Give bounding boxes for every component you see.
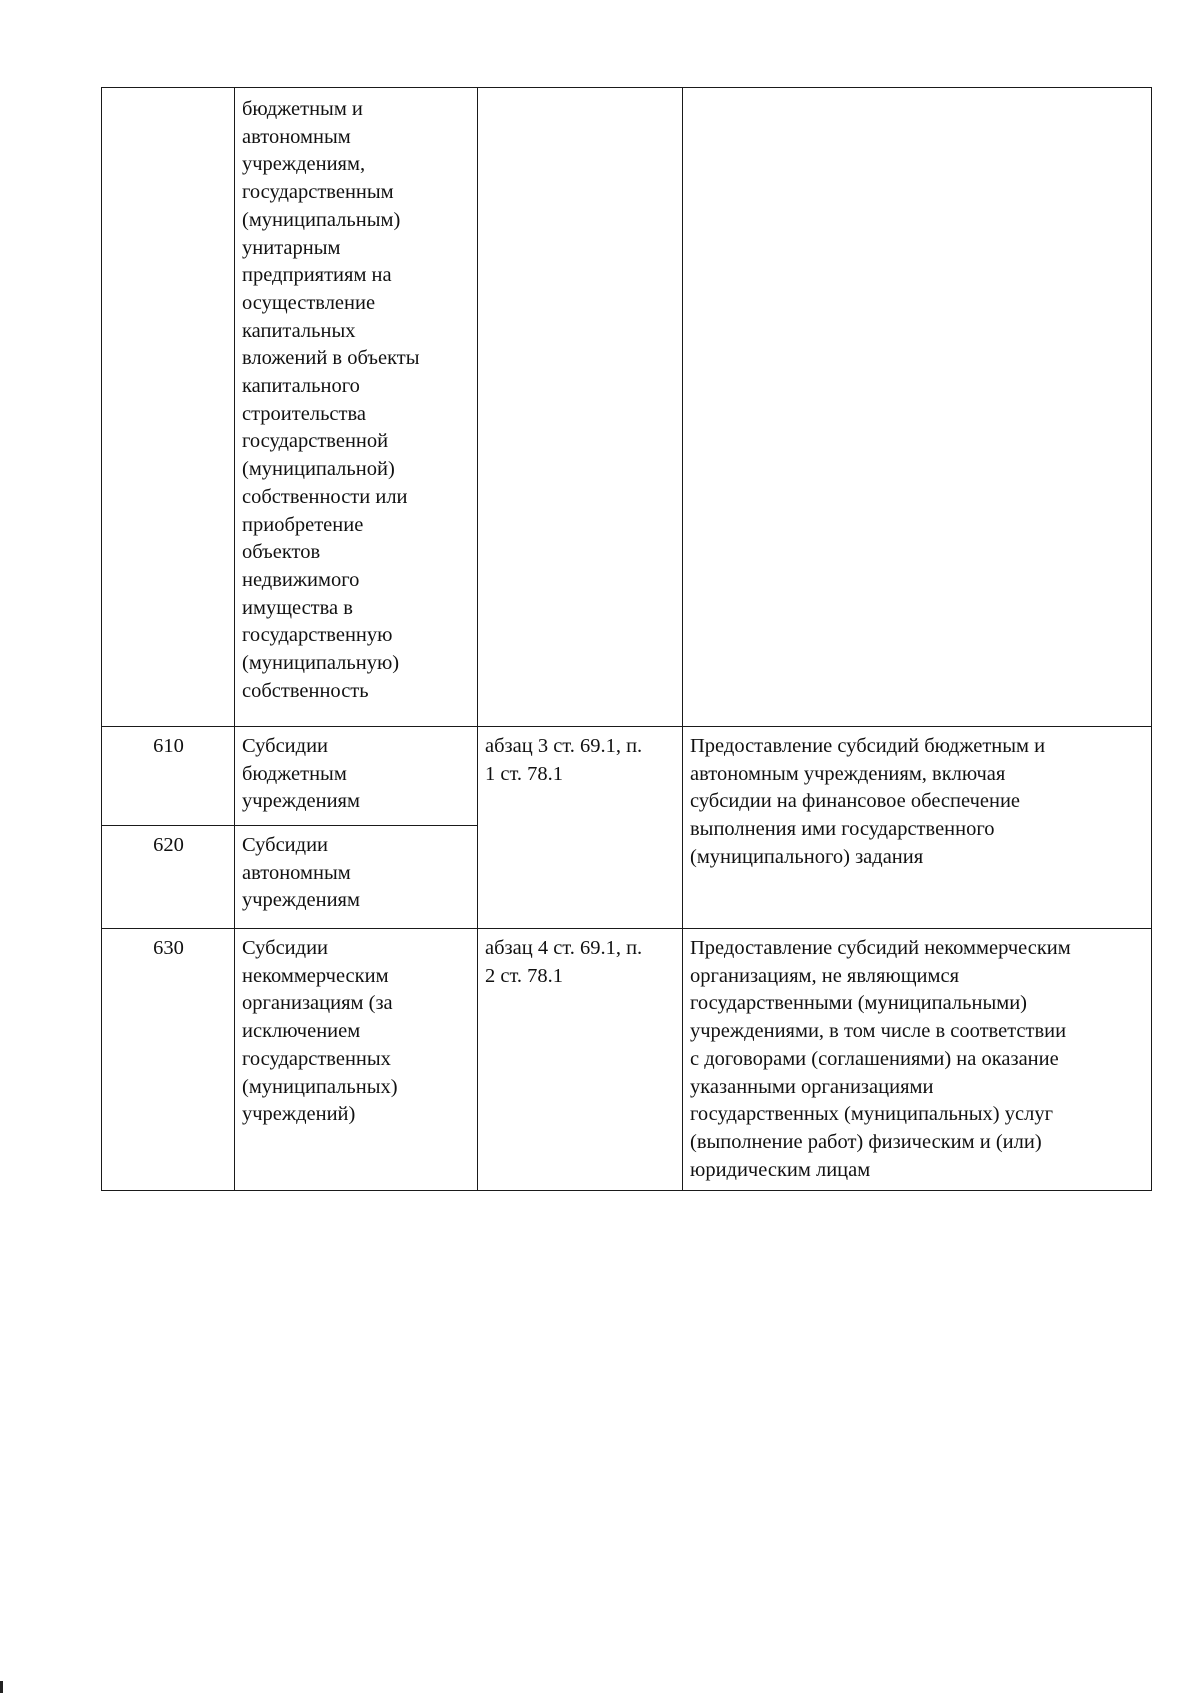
description-cell: [683, 88, 1152, 727]
description-cell-630: Предоставление субсидий некоммерческим организациям, не являющимся государственными (муниципальными) учреждениями, в том числе в соответствии с договорами (соглашениями) на оказание указанными организациями государственных (муниципальных) услуг (выполнение работ) физическим и (или) юридическим лицам: [683, 929, 1152, 1191]
name-cell-630: Субсидии некоммерческим организациям (за исключением государственных (муниципальных) учреждений): [235, 929, 478, 1191]
name-cell-620: Субсидии автономным учреждениям: [235, 826, 478, 929]
code-cell-620: 620: [102, 826, 235, 929]
table-row-continued: [102, 88, 1152, 727]
scan-artifact: [0, 1681, 3, 1693]
code-cell: [102, 88, 235, 727]
reference-cell: [478, 88, 683, 727]
description-cell-610-620: Предоставление субсидий бюджетным и автономным учреждениям, включая субсидии на финансовое обеспечение выполнения ими государственного (муниципального) задания: [683, 727, 1152, 929]
table-row-630: [102, 929, 1152, 1191]
reference-cell-630: абзац 4 ст. 69.1, п. 2 ст. 78.1: [478, 929, 683, 1191]
name-cell-610: Субсидии бюджетным учреждениям: [235, 727, 478, 826]
reference-cell-610-620: абзац 3 ст. 69.1, п. 1 ст. 78.1: [478, 727, 683, 929]
code-cell-630: 630: [102, 929, 235, 1191]
table-row-610: [102, 727, 1152, 826]
budget-classification-table: [101, 87, 1152, 1191]
name-cell: бюджетным и автономным учреждениям, государственным (муниципальным) унитарным предприятиям на осуществление капитальных вложений в объекты капитального строительства государственной (муниципальной) собственности или приобретение объектов недвижимого имущества в государственную (муниципальную) собственность: [235, 88, 478, 727]
code-cell-610: 610: [102, 727, 235, 826]
